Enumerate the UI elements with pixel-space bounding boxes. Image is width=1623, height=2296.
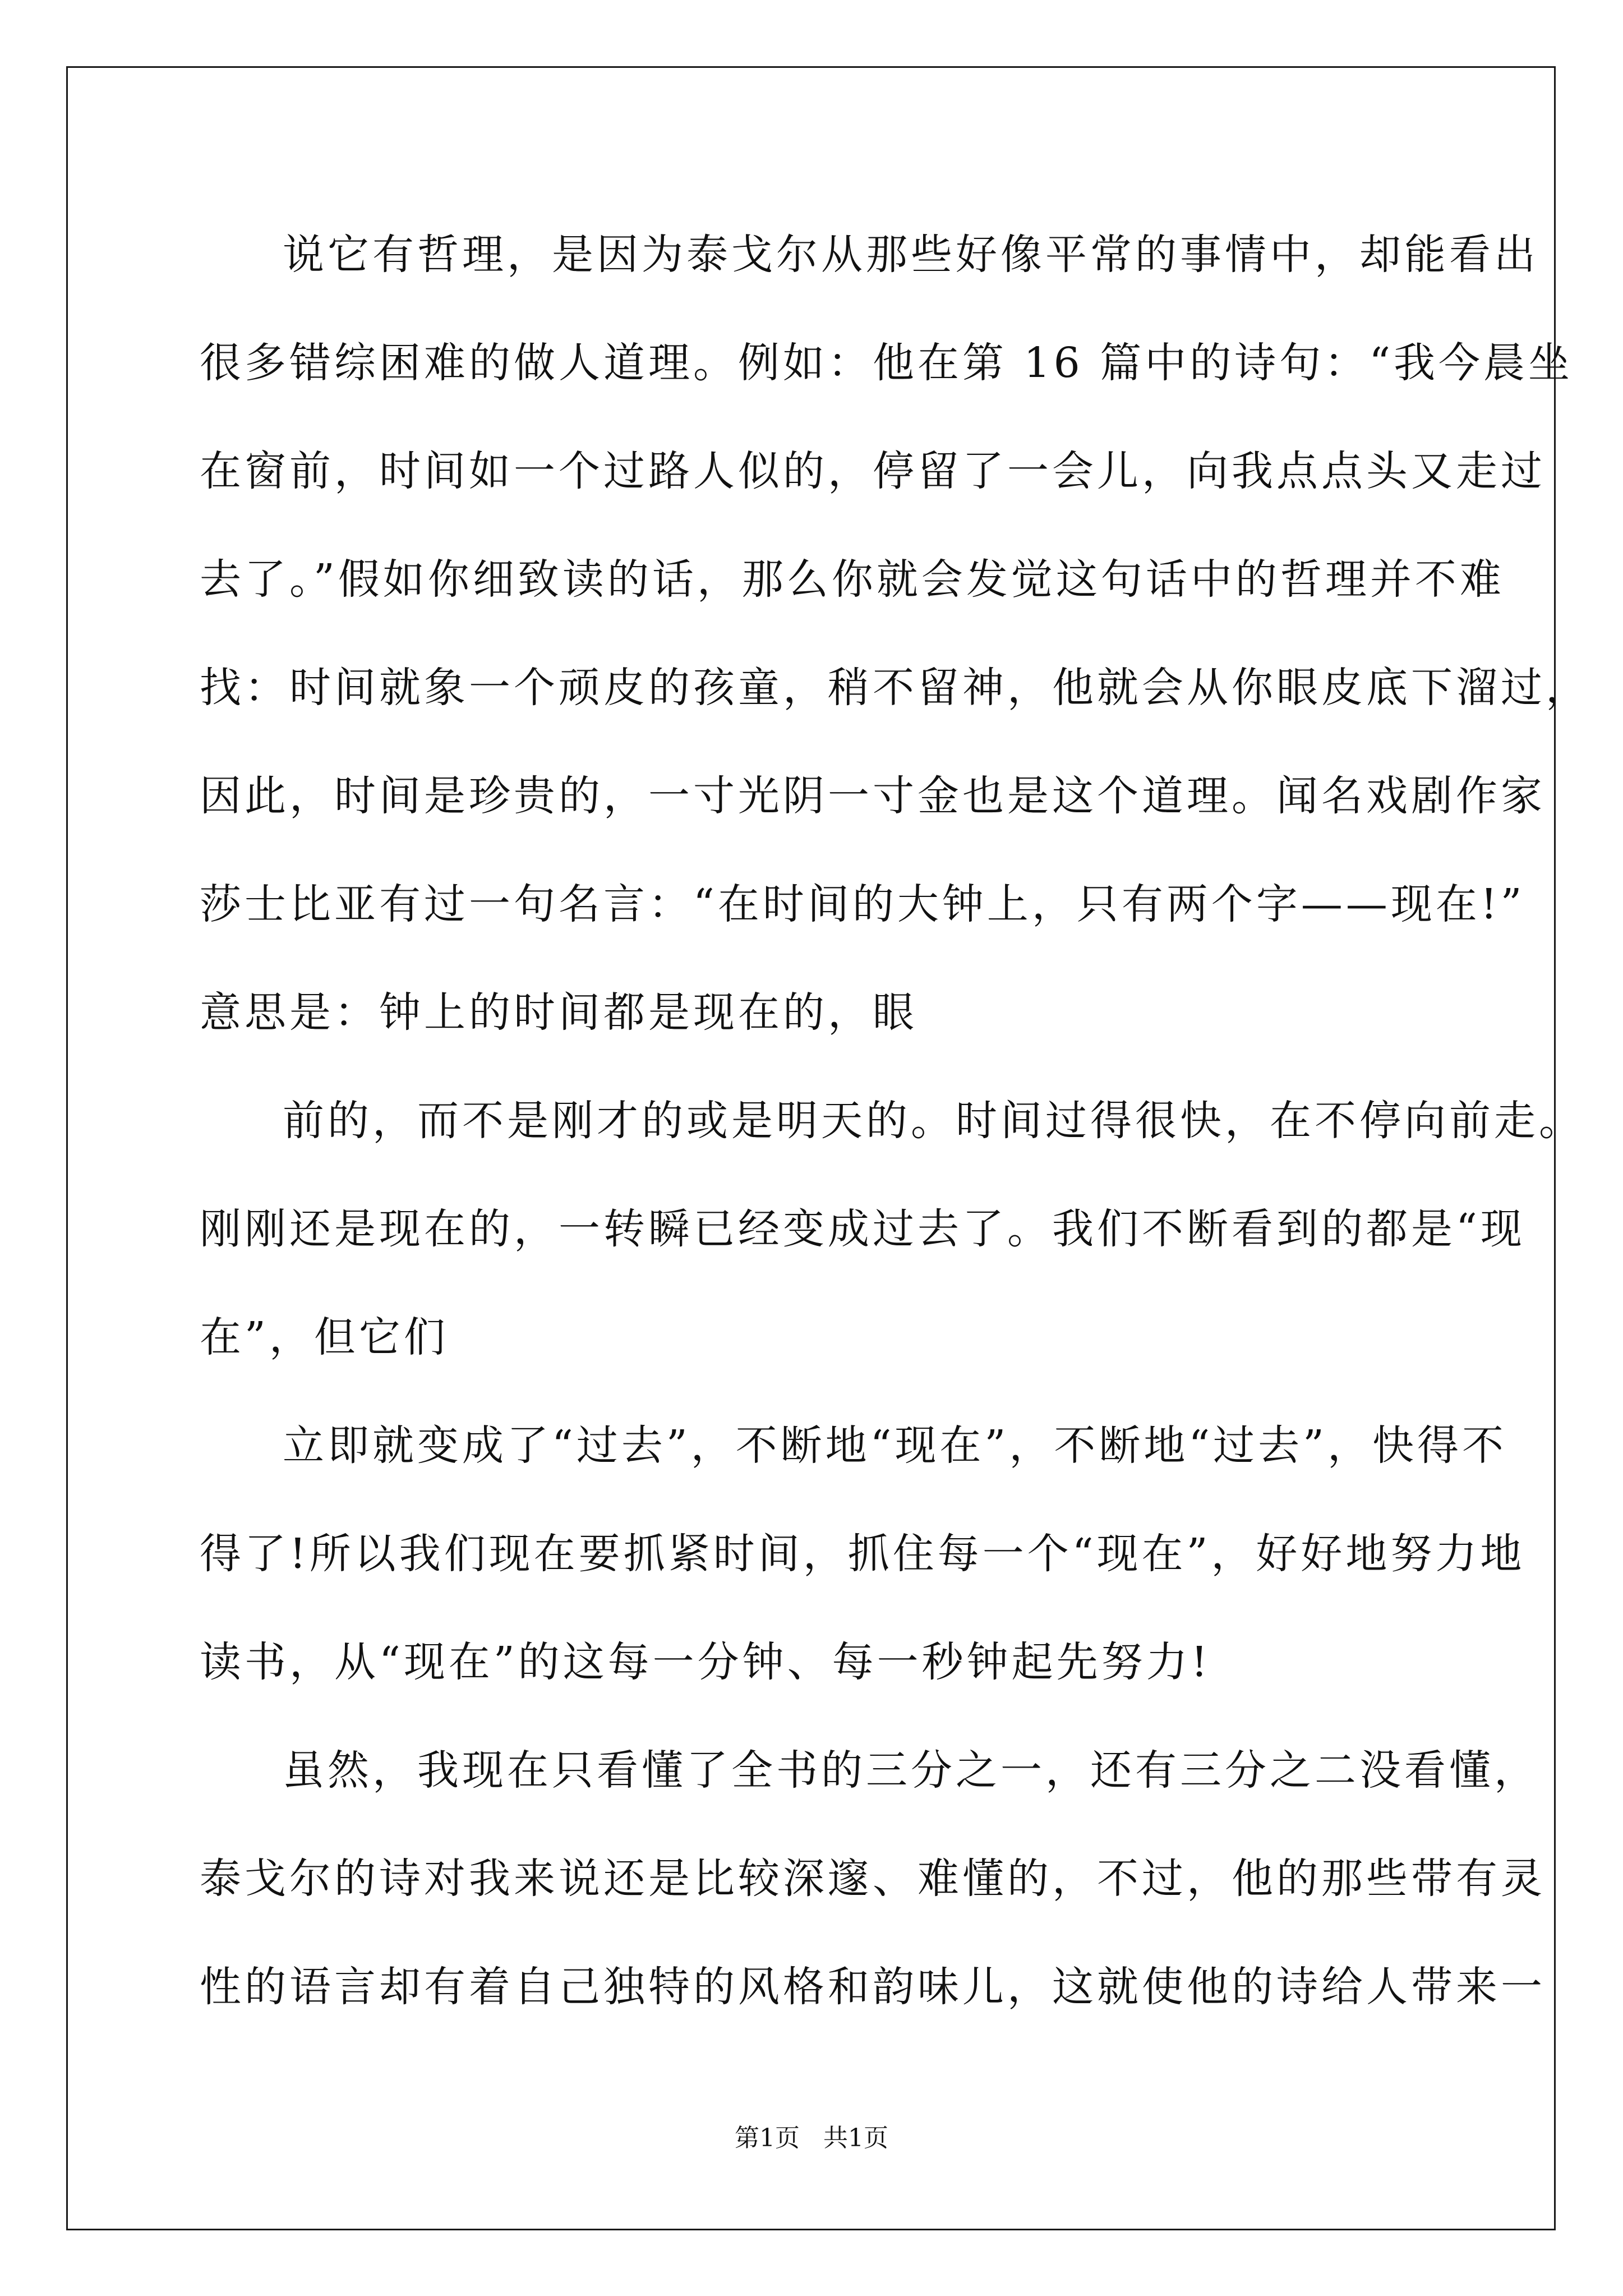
text-line: 因此，时间是珍贵的，一寸光阴一寸金也是这个道理。闻名戏剧作家 — [200, 772, 1546, 820]
text-line: 泰戈尔的诗对我来说还是比较深邃、难懂的，不过，他的那些带有灵 — [200, 1855, 1546, 1903]
text-line: 在窗前，时间如一个过路人似的，停留了一会儿，向我点点头又走过 — [200, 447, 1546, 495]
text-line: 得了!所以我们现在要抓紧时间，抓住每一个“现在”，好好地努力地 — [200, 1530, 1525, 1578]
text-line: 刚刚还是现在的，一转瞬已经变成过去了。我们不断看到的都是“现 — [200, 1205, 1525, 1253]
text-line: 性的语言却有着自己独特的风格和韵味儿，这就使他的诗给人带来一 — [200, 1963, 1546, 2011]
text-line: 很多错综困难的做人道理。例如：他在第 16 篇中的诗句：“我今晨坐 — [200, 339, 1574, 387]
text-line: 在”，但它们 — [200, 1313, 449, 1361]
page-number-footer: 第1页 共1页 — [735, 2124, 888, 2152]
text-line: 说它有哲理，是因为泰戈尔从那些好像平常的事情中，却能看出 — [283, 231, 1539, 279]
text-line: 前的，而不是刚才的或是明天的。时间过得很快，在不停向前走。 — [283, 1097, 1584, 1145]
text-line: 立即就变成了“过去”，不断地“现在”，不断地“过去”，快得不 — [283, 1421, 1507, 1470]
text-line: 找：时间就象一个顽皮的孩童，稍不留神，他就会从你眼皮底下溜过， — [200, 664, 1590, 712]
text-line: 虽然，我现在只看懂了全书的三分之一，还有三分之二没看懂， — [283, 1746, 1539, 1795]
text-line: 读书，从“现在”的这每一分钟、每一秒钟起先努力! — [200, 1638, 1211, 1686]
text-line: 莎士比亚有过一句名言：“在时间的大钟上，只有两个字——现在!” — [200, 880, 1525, 928]
document-body — [200, 201, 1590, 2041]
text-line: 去了。”假如你细致读的话，那么你就会发觉这句话中的哲理并不难 — [200, 555, 1505, 604]
text-line: 意思是：钟上的时间都是现在的，眼 — [200, 988, 917, 1037]
